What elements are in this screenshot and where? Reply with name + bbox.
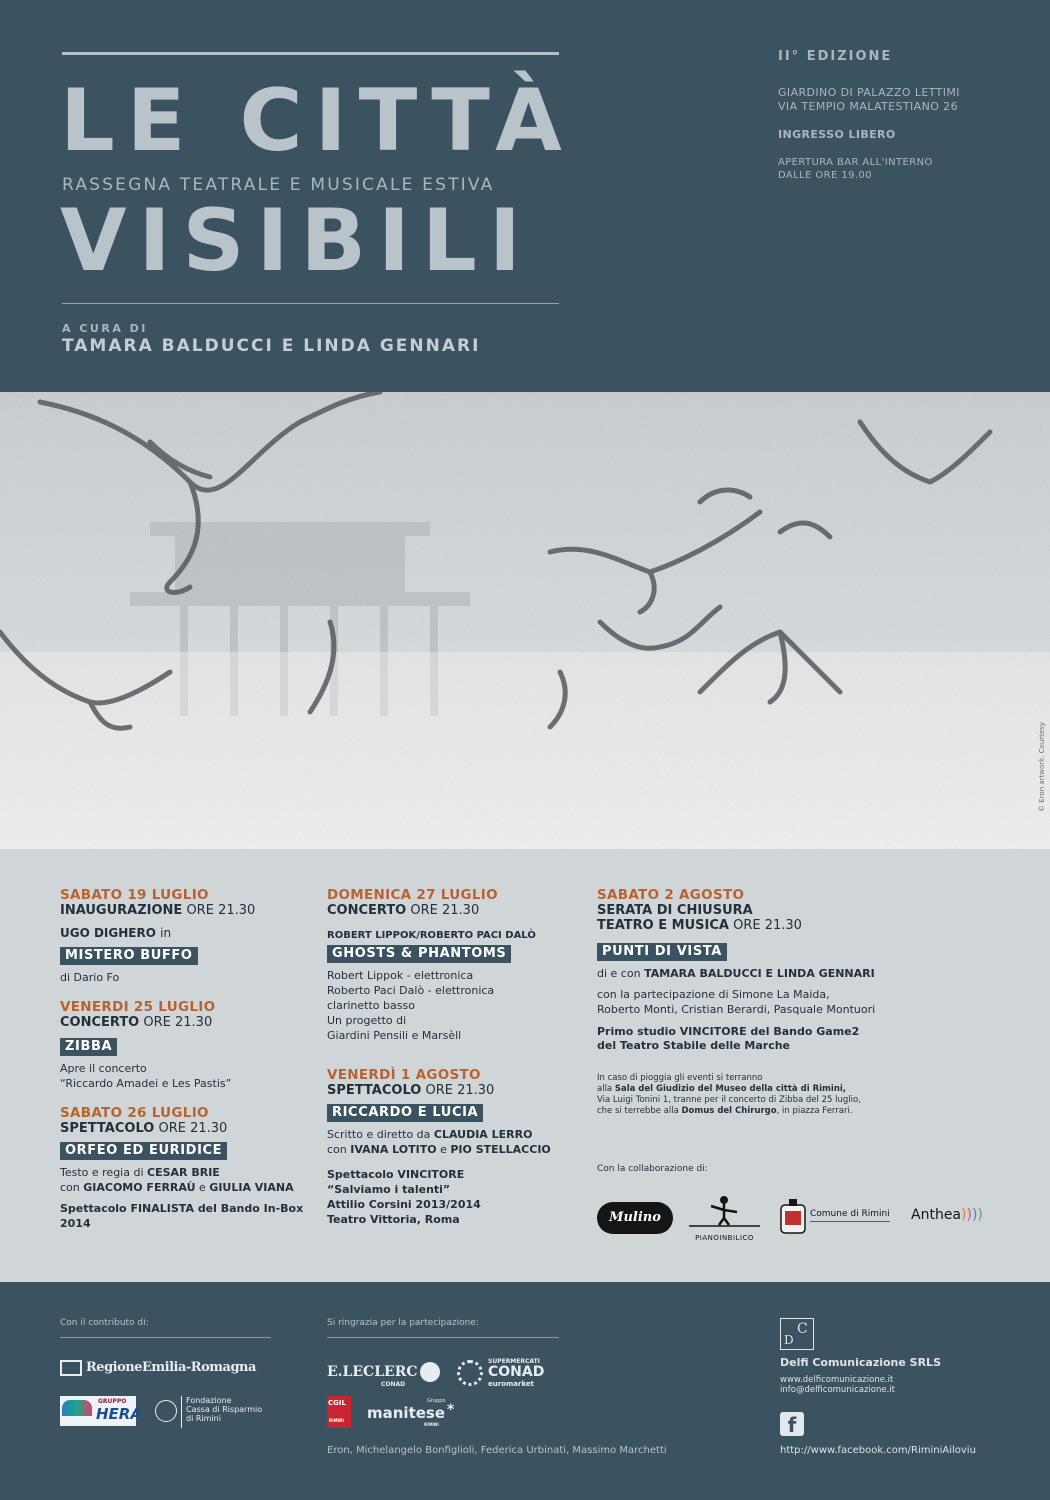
subtitle: RASSEGNA TEATRALE E MUSICALE ESTIVA: [62, 175, 495, 195]
facebook-url[interactable]: http://www.facebook.com/RiminiAiloviu: [780, 1445, 976, 1456]
authors: TAMARA BALDUCCI E LINDA GENNARI: [644, 967, 875, 980]
performer-name: UGO DIGHERO: [60, 926, 156, 940]
venue: [778, 86, 1028, 114]
event-title: ORFEO ED EURIDICE: [60, 1142, 227, 1160]
event-line: [60, 1180, 310, 1195]
manitese-sub: RIMINI: [424, 1422, 439, 1427]
program-column-3: [597, 887, 897, 1117]
conad-text: CONAD: [488, 1364, 545, 1380]
performer-suffix: in: [160, 926, 172, 940]
rain-notice: [597, 1073, 897, 1117]
edition: II° EDIZIONE: [778, 49, 893, 64]
event-kind-label: INAUGURAZIONE: [60, 903, 183, 918]
title-line1: LE CITTÀ: [60, 71, 574, 171]
contribution-label: Con il contributo di:: [60, 1318, 149, 1328]
event-kind-label: CONCERTO: [60, 1015, 140, 1030]
event-title: PUNTI DI VISTA: [597, 943, 727, 961]
curators: TAMARA BALDUCCI E LINDA GENNARI: [62, 336, 481, 356]
facebook-icon[interactable]: f: [780, 1412, 804, 1436]
region-flag-icon: [60, 1360, 82, 1376]
text: e: [440, 1143, 447, 1156]
actor: GIACOMO FERRAÙ: [83, 1181, 196, 1194]
event-orfeo: [60, 1105, 310, 1231]
rain-line: [597, 1106, 897, 1117]
award-line: Teatro Vittoria, Roma: [327, 1213, 460, 1226]
event-punti-di-vista: [597, 887, 897, 1053]
event-kind-label: CONCERTO: [327, 903, 407, 918]
seal-icon: [155, 1400, 177, 1422]
cgil-logo: [327, 1396, 351, 1428]
event-title: ZIBBA: [60, 1038, 117, 1056]
event-performer: [60, 926, 310, 941]
pianoinbilico-logo: [687, 1194, 762, 1242]
author: CLAUDIA LERRO: [433, 1128, 533, 1141]
event-line: “Riccardo Amadei e Les Pastis”: [60, 1077, 232, 1090]
event-date: SABATO 26 LUGLIO: [60, 1105, 209, 1121]
event-kind-label: SPETTACOLO: [327, 1083, 422, 1098]
event-kind: [327, 1083, 577, 1098]
author: CESAR BRIE: [147, 1166, 220, 1179]
pianoinbilico-text: PIANOINBILICO: [695, 1234, 754, 1242]
regione-emilia-romagna-logo: [60, 1358, 256, 1380]
conad-top: SUPERMERCATI: [488, 1358, 540, 1365]
text: di Rimini: [186, 1414, 221, 1423]
actor: PIO STELLACCIO: [450, 1143, 551, 1156]
conad-sub: euromarket: [488, 1380, 535, 1388]
delfi-mark-left: D: [784, 1333, 794, 1347]
event-title: RICCARDO E LUCIA: [327, 1104, 483, 1122]
star-icon: *: [447, 1402, 455, 1418]
curated-by-label: A CURA DI: [62, 322, 148, 335]
program: [0, 849, 1050, 1282]
event-kind-label: SPETTACOLO: [60, 1121, 155, 1136]
event-line: [597, 966, 897, 981]
tightrope-walker-icon: [687, 1194, 762, 1230]
event-time: ORE 21.30: [158, 1121, 228, 1136]
event-line: clarinetto basso: [327, 999, 415, 1012]
title-top-rule: [62, 52, 559, 55]
manitese-top: Gruppo: [427, 1398, 446, 1404]
award: FINALISTA: [130, 1202, 194, 1215]
leclerc-badge-icon: [420, 1362, 440, 1382]
seagulls-artwork: [0, 392, 1050, 849]
event-line: [327, 1142, 577, 1157]
hera-logo: [60, 1396, 142, 1426]
venue-line1: GIARDINO DI PALAZZO LETTIMI: [778, 86, 960, 99]
anthea-logo: Anthea)))): [911, 1207, 983, 1223]
bar-line1: APERTURA BAR ALL'INTERNO: [778, 157, 933, 168]
event-date: VENERDI 25 LUGLIO: [60, 999, 216, 1015]
image-credit: © Eron artwork. Courtesy: [1038, 722, 1046, 812]
text: e: [199, 1181, 206, 1194]
delfi-website-link[interactable]: www.delficomunicazione.it: [780, 1375, 894, 1385]
text: Spettacolo: [60, 1202, 127, 1215]
text: Scritto e diretto da: [327, 1128, 431, 1141]
manitese-text: manitese: [367, 1404, 446, 1422]
event-date: SABATO 2 AGOSTO: [597, 887, 745, 903]
venue-alt: Domus del Chirurgo: [681, 1106, 777, 1116]
delfi-logo-icon: [780, 1318, 814, 1350]
event-zibba: [60, 999, 310, 1091]
event-line: Primo studio VINCITORE del Bando Game2: [597, 1025, 860, 1038]
delfi-contacts: [780, 1375, 941, 1395]
text: di e con: [597, 967, 641, 980]
text: alla: [597, 1084, 613, 1094]
conad-logo: [457, 1358, 557, 1390]
thanks-label: Si ringrazia per la partecipazione:: [327, 1318, 479, 1328]
bar-info: [778, 156, 1028, 182]
event-time: ORE 21.30: [733, 918, 802, 933]
event-line: con la partecipazione di Simone La Maida,: [597, 988, 830, 1001]
title-line2: VISIBILI: [60, 191, 533, 291]
event-kind: [597, 918, 897, 933]
event-date: VENERDÌ 1 AGOSTO: [327, 1067, 481, 1083]
mulino-logo: Mulino: [597, 1202, 673, 1234]
program-column-1: [60, 887, 310, 1231]
venue-alt: Sala del Giudizio del Museo della città di Rimini,: [614, 1084, 847, 1094]
cgil-text: CGIL: [328, 1399, 346, 1407]
event-kind: [327, 903, 577, 918]
text: Testo e regia di: [60, 1166, 144, 1179]
event-line: Roberto Paci Dalò - elettronica: [327, 984, 495, 997]
rain-line: In caso di pioggia gli eventi si terranno: [597, 1073, 763, 1083]
event-kind: [60, 1015, 310, 1030]
text: Cassa di Risparmio: [186, 1405, 263, 1414]
event-time: ORE 21.30: [186, 903, 256, 918]
award-line: Attilio Corsini 2013/2014: [327, 1198, 481, 1211]
event-award: [327, 1167, 577, 1227]
event-kind-line1: SERATA DI CHIUSURA: [597, 903, 753, 918]
event-date: DOMENICA 27 LUGLIO: [327, 887, 498, 903]
cgil-sub: RIMINI: [329, 1418, 344, 1423]
event-title: MISTERO BUFFO: [60, 947, 198, 965]
text: Fondazione: [186, 1396, 232, 1405]
text: che si terrebbe alla: [597, 1106, 679, 1116]
text: con: [60, 1181, 80, 1194]
comune-rimini-logo: [780, 1199, 890, 1235]
event-line: [327, 1127, 577, 1142]
rain-line: Via Luigi Tonini 1, tranne per il concerto di Zibba del 25 luglio,: [597, 1095, 861, 1105]
event-time: ORE 21.30: [425, 1083, 495, 1098]
leclerc-logo: [327, 1364, 442, 1392]
program-column-2: [327, 887, 577, 1227]
event-line: Robert Lippok - elettronica: [327, 969, 474, 982]
hera-text: HERA: [96, 1405, 142, 1423]
event-mistero-buffo: [60, 887, 310, 985]
leclerc-sub: CONAD: [381, 1381, 406, 1388]
hera-group-text: GRUPPO: [98, 1398, 127, 1405]
footer-rule: [60, 1337, 271, 1338]
comune-rimini-text: Comune di Rimini: [810, 1209, 890, 1222]
event-line: Apre il concerto: [60, 1062, 147, 1075]
delfi-name: Delfi Comunicazione SRLS: [780, 1356, 941, 1369]
venue-line2: VIA TEMPIO MALATESTIANO 26: [778, 100, 958, 113]
event-line: Un progetto di: [327, 1014, 407, 1027]
event-ghosts-phantoms: [327, 887, 577, 1043]
delfi-email-link[interactable]: info@delficomunicazione.it: [780, 1385, 895, 1395]
event-performer: ROBERT LIPPOK/ROBERTO PACI DALÒ: [327, 930, 536, 941]
delfi-block: [780, 1318, 941, 1395]
actor: GIULIA VIANA: [209, 1181, 294, 1194]
actor: IVANA LOTITO: [350, 1143, 437, 1156]
event-line: [60, 1165, 310, 1180]
fondazione-carim-logo: [155, 1396, 275, 1430]
manitese-logo: [367, 1398, 467, 1430]
event-line: di Dario Fo: [60, 971, 120, 984]
event-line: Roberto Monti, Cristian Berardi, Pasquale Montuori: [597, 1003, 876, 1016]
event-kind: [60, 1121, 310, 1136]
event-info: [778, 50, 1028, 196]
event-line: [60, 1201, 310, 1231]
hero-artwork: [0, 392, 1050, 849]
flower-icon: [457, 1360, 483, 1386]
rain-line: [597, 1084, 897, 1095]
event-title: GHOSTS & PHANTOMS: [327, 945, 511, 963]
text: , in piazza Ferrari.: [776, 1106, 853, 1116]
text: con: [327, 1143, 347, 1156]
collaboration-logos: [597, 1194, 997, 1244]
coat-of-arms-icon: [780, 1199, 806, 1235]
collaboration-label: Con la collaborazione di:: [597, 1164, 708, 1174]
event-kind-label: TEATRO E MUSICA: [597, 918, 729, 933]
fondazione-text: [186, 1396, 262, 1423]
anthea-text: Anthea: [911, 1207, 962, 1223]
title-bottom-rule: [62, 303, 559, 304]
event-kind: [60, 903, 310, 918]
event-riccardo-lucia: [327, 1067, 577, 1227]
event-line: Giardini Pensili e Marsèll: [327, 1029, 462, 1042]
delfi-mark-right: C: [797, 1321, 808, 1337]
bar-line2: DALLE ORE 19.00: [778, 170, 872, 181]
entry: INGRESSO LIBERO: [778, 128, 896, 141]
region-text: RegioneEmilia-Romagna: [86, 1360, 256, 1375]
thanks-names: Eron, Michelangelo Bonfiglioli, Federica Urbinati, Massimo Marchetti: [327, 1445, 667, 1456]
leclerc-text: E.LECLERC: [327, 1364, 418, 1380]
hera-wave-icon: [62, 1400, 92, 1416]
text: del Bando In-Box 2014: [60, 1202, 304, 1230]
award-line: Spettacolo VINCITORE: [327, 1168, 465, 1181]
event-line: del Teatro Stabile delle Marche: [597, 1039, 791, 1052]
event-time: ORE 21.30: [143, 1015, 213, 1030]
event-time: ORE 21.30: [410, 903, 480, 918]
award-line: “Salviamo i talenti”: [327, 1183, 451, 1196]
header: [0, 0, 1050, 392]
footer: [0, 1282, 1050, 1500]
event-date: SABATO 19 LUGLIO: [60, 887, 209, 903]
footer-rule: [327, 1337, 559, 1338]
